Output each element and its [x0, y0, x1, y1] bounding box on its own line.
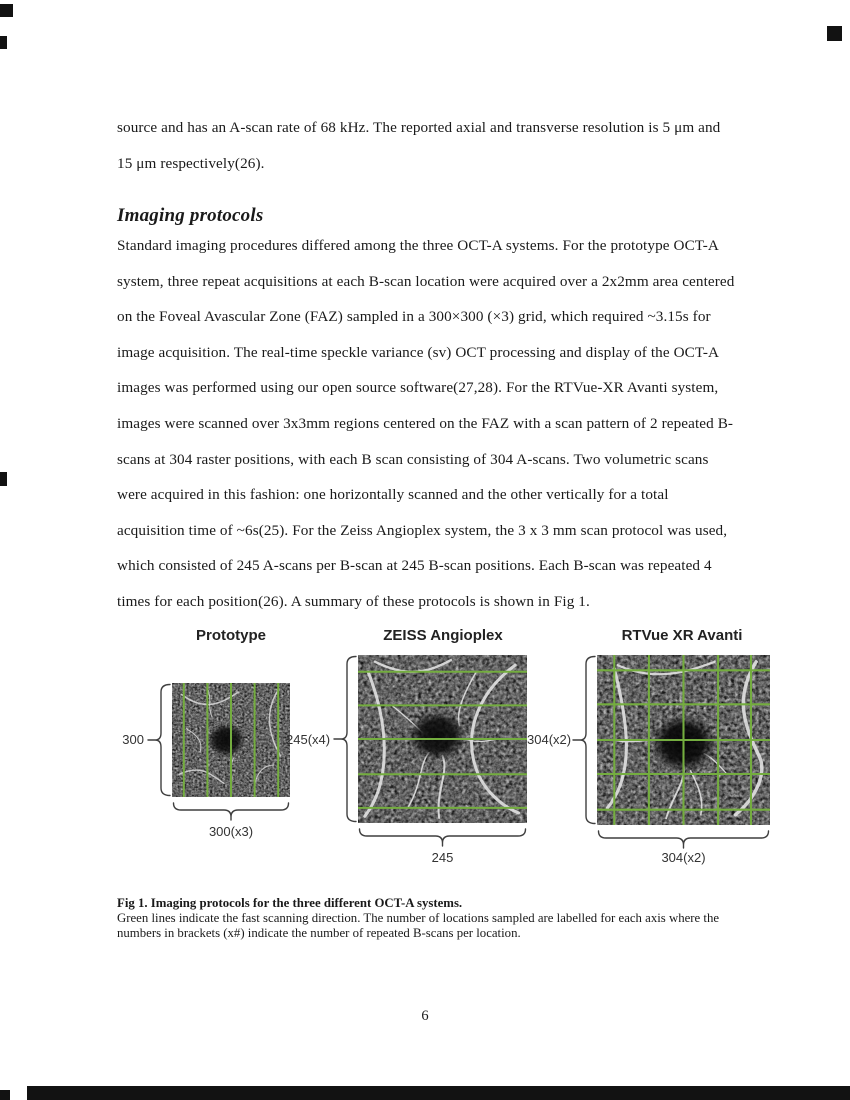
axis-label-rtvue-horizontal: 304(x2) — [661, 850, 706, 865]
body-text-line: which consisted of 245 A-scans per B-scan at 245 B-scan positions. Each B-scan was repeated 4 — [117, 557, 712, 575]
scan-artifact-left-upper — [0, 36, 7, 49]
axis-label-prototype-horizontal: 300(x3) — [208, 824, 254, 839]
figure-caption-line: numbers in brackets (x#) indicate the number of repeated B-scans per location. — [117, 926, 521, 941]
panel-title-prototype: Prototype — [195, 627, 267, 644]
body-text-line: 15 μm respectively(26). — [117, 154, 265, 172]
body-text-line: source and has an A-scan rate of 68 kHz. The reported axial and transverse resolution is 5 μm and — [117, 119, 721, 136]
panel-title-rtvue: RTVue XR Avanti — [621, 627, 743, 644]
octa-image-prototype — [172, 683, 290, 797]
left-bracket-prototype — [148, 683, 170, 797]
body-text-line: Standard imaging procedures differed among the three OCT-A systems. For the prototype OCT-A — [117, 237, 720, 254]
scan-artifact-top-right — [827, 26, 842, 41]
body-text-line: were acquired in this fashion: one horizontally scanned and the other vertically for a total — [117, 486, 669, 504]
scan-artifact-top-left — [0, 4, 13, 17]
scan-artifact-bottom-bar — [27, 1086, 850, 1100]
bottom-bracket-zeiss — [358, 829, 527, 847]
body-text-line: images were scanned over 3x3mm regions centered on the FAZ with a scan pattern of 2 repeated B- — [117, 414, 734, 432]
body-text-line: system, three repeat acquisitions at each B-scan location were acquired over a 2x2mm area centered — [117, 272, 735, 290]
body-text-line: acquisition time of ~6s(25). For the Zeiss Angioplex system, the 3 x 3 mm scan protocol was used, — [117, 521, 728, 539]
axis-label-rtvue-vertical: 304(x2) — [527, 732, 572, 747]
figure-caption-line: Green lines indicate the fast scanning direction. The number of locations sampled are labelled for each axis where the — [117, 911, 720, 926]
main-paragraph — [117, 228, 757, 620]
body-text-line: on the Foveal Avascular Zone (FAZ) sampled in a 300×300 (×3) grid, which required ~3.15s for — [117, 308, 711, 326]
octa-image-zeiss — [358, 655, 527, 823]
body-text-line: times for each position(26). A summary of these protocols is shown in Fig 1. — [117, 592, 590, 610]
page-number: 6 — [421, 1008, 429, 1024]
bottom-bracket-prototype — [172, 803, 290, 821]
octa-image-rtvue — [597, 655, 770, 825]
bottom-bracket-rtvue — [597, 831, 770, 849]
panel-title-zeiss: ZEISS Angioplex — [383, 627, 503, 644]
figure-caption — [117, 896, 757, 942]
intro-paragraph — [117, 110, 757, 181]
body-text-line: image acquisition. The real-time speckle variance (sv) OCT processing and display of the OCT-A — [117, 343, 720, 361]
axis-label-prototype-vertical: 300 — [122, 732, 144, 747]
axis-label-zeiss-vertical: 245(x4) — [286, 732, 331, 747]
scan-artifact-bottom-left — [0, 1090, 10, 1100]
scan-artifact-left-middle — [0, 472, 7, 486]
left-bracket-zeiss — [334, 655, 356, 823]
body-text-line: images was performed using our open source software(27,28). For the RTVue-XR Avanti system, — [117, 379, 719, 397]
figure-caption-heading: Fig 1. Imaging protocols for the three different OCT-A systems. — [117, 896, 463, 910]
left-bracket-rtvue — [573, 655, 595, 825]
axis-label-zeiss-horizontal: 245 — [431, 850, 454, 865]
section-heading: Imaging protocols — [117, 205, 264, 226]
body-text-line: scans at 304 raster positions, with each B scan consisting of 304 A-scans. Two volumetric scans — [117, 450, 709, 468]
